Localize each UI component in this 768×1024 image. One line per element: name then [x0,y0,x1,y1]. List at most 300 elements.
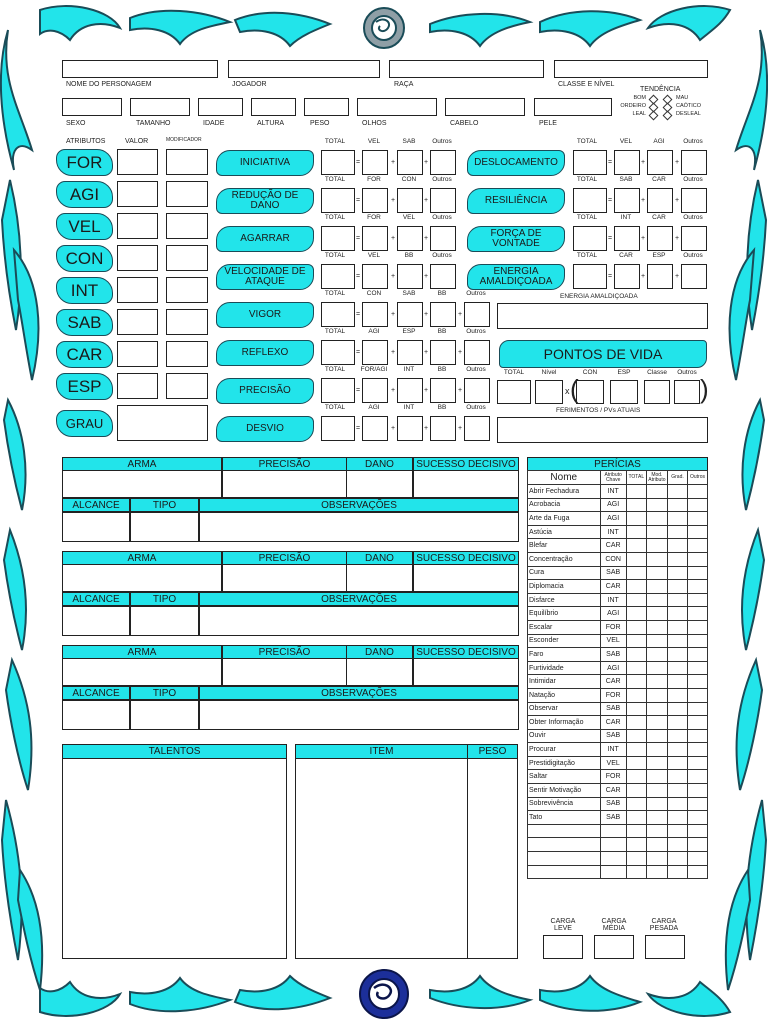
skill-value-cell[interactable] [668,525,688,539]
skill-value-cell[interactable] [688,824,708,838]
skill-value-cell[interactable] [646,539,667,553]
skill-value-cell[interactable] [626,498,646,512]
weapon-subfield[interactable] [62,512,130,542]
skill-value-cell[interactable] [668,797,688,811]
skill-row [528,756,708,770]
attr-value-car[interactable] [117,341,158,367]
skill-value-cell[interactable] [626,852,646,866]
stat-value-box[interactable] [430,226,456,251]
skill-value-cell[interactable] [688,784,708,798]
stat-col-label: SAB [619,176,633,183]
stat-value-box[interactable] [321,378,355,403]
stat-col-label: TOTAL [324,290,346,297]
stat-value-box[interactable] [464,340,490,365]
skill-value-cell[interactable] [626,688,646,702]
skill-value-cell[interactable] [646,865,667,879]
skill-value-cell[interactable] [646,688,667,702]
stat-col-label: Outros [683,138,703,145]
stat-value-box[interactable] [362,378,388,403]
skill-col-other: Outros [688,471,708,485]
skill-value-cell[interactable] [626,648,646,662]
skill-value-cell[interactable] [668,498,688,512]
attr-value-for[interactable] [117,149,158,175]
stat-value-box[interactable] [614,188,640,213]
skill-name: Intimidar [528,675,601,689]
skill-value-cell[interactable] [626,552,646,566]
skill-value-cell[interactable] [668,716,688,730]
stat-value-box[interactable] [397,340,423,365]
skill-key-attr [600,852,626,866]
hp-value-box[interactable] [576,380,604,404]
skill-value-cell[interactable] [688,580,708,594]
skill-key-attr: VEL [600,634,626,648]
stat-badge: DESLOCAMENTO [467,150,565,176]
attr-value-sab[interactable] [117,309,158,335]
skill-value-cell[interactable] [668,593,688,607]
stat-value-box[interactable] [362,416,388,441]
attributes-col-label: ATRIBUTOS [66,138,106,145]
skill-row [528,824,708,838]
stat-col-label: TOTAL [324,214,346,221]
eyes-field[interactable] [357,98,437,116]
items-area[interactable] [295,758,468,959]
race-label: RAÇA [394,81,414,88]
stat-col-label: BB [437,366,447,373]
stat-value-box[interactable] [573,150,607,175]
skill-value-cell[interactable] [688,485,708,499]
stat-value-box[interactable] [397,264,423,289]
skill-value-cell[interactable] [668,661,688,675]
stat-value-box[interactable] [681,264,707,289]
skill-value-cell[interactable] [646,580,667,594]
skill-value-cell[interactable] [688,688,708,702]
stat-value-box[interactable] [681,150,707,175]
skill-key-attr: INT [600,485,626,499]
stat-value-box[interactable] [430,340,456,365]
skill-value-cell[interactable] [646,852,667,866]
skills-col-headers [528,471,708,485]
skill-name: Saltar [528,770,601,784]
stat-value-box[interactable] [397,378,423,403]
attr-mod-agi[interactable] [166,181,208,207]
skill-value-cell[interactable] [688,865,708,879]
skill-value-cell[interactable] [688,729,708,743]
skill-value-cell[interactable] [668,580,688,594]
stat-value-box[interactable] [430,416,456,441]
weapon-subfield[interactable] [130,512,199,542]
weapon-header: DANO [346,551,413,565]
hp-multiply-sign: x [565,386,570,396]
skill-value-cell[interactable] [668,512,688,526]
skill-col-name: Nome [528,471,601,485]
weapon-subfield[interactable] [130,606,199,636]
skill-value-cell[interactable] [668,634,688,648]
skill-value-cell[interactable] [688,648,708,662]
skill-value-cell[interactable] [688,770,708,784]
skill-value-cell[interactable] [668,648,688,662]
stat-value-box[interactable] [397,226,423,251]
attr-mod-vel[interactable] [166,213,208,239]
skill-value-cell[interactable] [688,756,708,770]
skill-value-cell[interactable] [688,539,708,553]
item-header: ITEM [295,744,468,759]
skill-value-cell[interactable] [626,512,646,526]
stat-col-label: BB [437,404,447,411]
skill-col-key: Atributo Chave [600,471,626,485]
skill-value-cell[interactable] [626,797,646,811]
skill-value-cell[interactable] [668,552,688,566]
skill-row [528,593,708,607]
stat-value-box[interactable] [362,226,388,251]
plus-sign: + [424,387,429,394]
stat-value-box[interactable] [321,150,355,175]
weapon-subfield[interactable] [199,700,519,730]
weapon-field[interactable] [222,564,347,592]
skin-label: PELE [539,120,557,127]
skill-value-cell[interactable] [626,824,646,838]
age-field[interactable] [198,98,243,116]
height-field[interactable] [251,98,296,116]
skill-value-cell[interactable] [668,743,688,757]
skill-value-cell[interactable] [668,852,688,866]
skill-key-attr: SAB [600,648,626,662]
skill-value-cell[interactable] [646,743,667,757]
grau-field[interactable] [117,405,208,441]
skill-value-cell[interactable] [646,661,667,675]
stat-value-box[interactable] [321,340,355,365]
weapon-header: PRECISÃO [222,645,347,659]
attr-value-int[interactable] [117,277,158,303]
skill-value-cell[interactable] [626,580,646,594]
stat-value-box[interactable] [464,302,490,327]
skill-value-cell[interactable] [626,743,646,757]
stat-value-box[interactable] [573,226,607,251]
stat-value-box[interactable] [681,188,707,213]
skill-value-cell[interactable] [626,634,646,648]
stat-value-box[interactable] [321,416,355,441]
skill-value-cell[interactable] [688,607,708,621]
skill-value-cell[interactable] [646,607,667,621]
weapon-field[interactable] [62,658,222,686]
skill-value-cell[interactable] [626,675,646,689]
skill-value-cell[interactable] [688,852,708,866]
skill-value-cell[interactable] [668,824,688,838]
hair-field[interactable] [445,98,525,116]
stat-value-box[interactable] [397,302,423,327]
weapon-field[interactable] [62,470,222,498]
skill-value-cell[interactable] [646,485,667,499]
skill-value-cell[interactable] [626,566,646,580]
stat-value-box[interactable] [362,340,388,365]
skill-value-cell[interactable] [668,811,688,825]
skill-value-cell[interactable] [626,838,646,852]
skill-value-cell[interactable] [688,620,708,634]
stat-value-box[interactable] [430,150,456,175]
weapon-subfield[interactable] [199,606,519,636]
weapon-header: PRECISÃO [222,457,347,471]
stat-col-label: AGI [368,404,380,411]
attr-mod-sab[interactable] [166,309,208,335]
stat-value-box[interactable] [321,264,355,289]
skill-value-cell[interactable] [646,566,667,580]
skill-value-cell[interactable] [688,838,708,852]
sex-field[interactable] [62,98,122,116]
weapon-field[interactable] [413,564,519,592]
carga-pesada-field[interactable] [645,935,685,959]
stat-value-box[interactable] [464,416,490,441]
character-name-field[interactable] [62,60,218,78]
skill-value-cell[interactable] [668,838,688,852]
skill-name: Cura [528,566,601,580]
skill-value-cell[interactable] [646,716,667,730]
skill-value-cell[interactable] [688,716,708,730]
skill-key-attr: AGI [600,661,626,675]
skill-value-cell[interactable] [668,566,688,580]
stat-col-label: TOTAL [576,138,598,145]
plus-sign: = [356,311,361,318]
attr-value-agi[interactable] [117,181,158,207]
weapon-subfield[interactable] [199,512,519,542]
stat-value-box[interactable] [430,188,456,213]
skill-value-cell[interactable] [688,593,708,607]
class-level-field[interactable] [554,60,708,78]
stat-value-box[interactable] [362,302,388,327]
weapon-field[interactable] [346,470,413,498]
stat-col-label: Outros [466,366,486,373]
attr-badge-con: CON [56,245,113,272]
skill-value-cell[interactable] [646,838,667,852]
skill-value-cell[interactable] [646,756,667,770]
weapon-subfield[interactable] [62,606,130,636]
hp-paren-open: ( [570,374,579,404]
skill-row [528,485,708,499]
skill-row [528,702,708,716]
skill-value-cell[interactable] [688,498,708,512]
weapon-field[interactable] [346,564,413,592]
stat-value-box[interactable] [647,150,673,175]
stat-value-box[interactable] [681,226,707,251]
attr-value-vel[interactable] [117,213,158,239]
skill-value-cell[interactable] [646,811,667,825]
stat-value-box[interactable] [647,188,673,213]
hp-value-box[interactable] [610,380,638,404]
skill-value-cell[interactable] [688,512,708,526]
skill-value-cell[interactable] [626,756,646,770]
stat-value-box[interactable] [397,416,423,441]
skill-key-attr: FOR [600,688,626,702]
weapon-subfield[interactable] [62,700,130,730]
skill-row [528,784,708,798]
carga-media-field[interactable] [594,935,634,959]
skill-value-cell[interactable] [626,716,646,730]
items-weight-area[interactable] [467,758,518,959]
weight-field[interactable] [304,98,349,116]
stat-value-box[interactable] [573,264,607,289]
skill-value-cell[interactable] [688,811,708,825]
carga-leve-field[interactable] [543,935,583,959]
skill-value-cell[interactable] [668,756,688,770]
skill-value-cell[interactable] [688,566,708,580]
attr-mod-for[interactable] [166,149,208,175]
skill-key-attr [600,838,626,852]
weapon-field[interactable] [346,658,413,686]
talents-area[interactable] [62,758,287,959]
plus-sign: = [608,273,613,280]
stat-value-box[interactable] [614,264,640,289]
skill-name: Sobrevivência [528,797,601,811]
stat-value-box[interactable] [321,302,355,327]
skill-value-cell[interactable] [626,539,646,553]
plus-sign: + [675,235,680,242]
plus-sign: + [641,235,646,242]
stat-value-box[interactable] [362,188,388,213]
value-col-label: VALOR [125,138,149,145]
skill-row [528,797,708,811]
plus-sign: + [424,349,429,356]
skill-value-cell[interactable] [668,688,688,702]
skill-value-cell[interactable] [646,648,667,662]
stat-value-box[interactable] [430,378,456,403]
attr-mod-esp[interactable] [166,373,208,399]
skill-value-cell[interactable] [626,702,646,716]
carga-media-label: CARGA MÉDIA [601,918,627,932]
weapon-field[interactable] [413,658,519,686]
stat-value-box[interactable] [397,150,423,175]
skill-value-cell[interactable] [626,661,646,675]
size-field[interactable] [130,98,190,116]
skill-value-cell[interactable] [646,593,667,607]
skill-row [528,852,708,866]
skill-value-cell[interactable] [688,661,708,675]
stat-value-box[interactable] [362,150,388,175]
stat-value-box[interactable] [614,226,640,251]
skill-value-cell[interactable] [668,607,688,621]
plus-sign: + [424,425,429,432]
skill-value-cell[interactable] [668,702,688,716]
skill-value-cell[interactable] [646,784,667,798]
skill-value-cell[interactable] [626,593,646,607]
player-field[interactable] [228,60,380,78]
hp-value-box[interactable] [497,380,531,404]
skill-value-cell[interactable] [626,607,646,621]
stat-col-label: TOTAL [324,138,346,145]
plus-sign: + [391,311,396,318]
skill-value-cell[interactable] [646,824,667,838]
stat-value-box[interactable] [397,188,423,213]
stat-value-box[interactable] [614,150,640,175]
skill-value-cell[interactable] [688,675,708,689]
skill-value-cell[interactable] [646,498,667,512]
attr-value-con[interactable] [117,245,158,271]
stat-badge: DESVIO [216,416,314,442]
stat-value-box[interactable] [647,264,673,289]
skill-value-cell[interactable] [688,743,708,757]
skill-key-attr: AGI [600,512,626,526]
skill-value-cell[interactable] [626,525,646,539]
stat-value-box[interactable] [321,226,355,251]
hp-value-box[interactable] [674,380,700,404]
weapon-field[interactable] [222,658,347,686]
attr-mod-int[interactable] [166,277,208,303]
stat-value-box[interactable] [362,264,388,289]
skill-value-cell[interactable] [626,729,646,743]
skill-value-cell[interactable] [688,525,708,539]
skill-key-attr: INT [600,593,626,607]
skill-value-cell[interactable] [626,485,646,499]
skill-value-cell[interactable] [688,552,708,566]
skin-field[interactable] [534,98,612,116]
hp-col-label: CON [582,369,598,376]
skill-value-cell[interactable] [646,770,667,784]
skill-row [528,743,708,757]
attr-value-esp[interactable] [117,373,158,399]
skill-value-cell[interactable] [646,525,667,539]
energia-label: ENERGIA AMALDIÇOADA [560,293,638,300]
energia-field[interactable] [497,303,708,329]
skill-row [528,729,708,743]
skill-row [528,811,708,825]
weapon-header: DANO [346,645,413,659]
hp-value-box[interactable] [535,380,563,404]
skill-value-cell[interactable] [646,729,667,743]
race-field[interactable] [389,60,544,78]
attr-mod-car[interactable] [166,341,208,367]
skill-value-cell[interactable] [688,634,708,648]
skill-value-cell[interactable] [668,865,688,879]
skill-value-cell[interactable] [646,634,667,648]
wounds-field[interactable] [497,417,708,443]
skill-value-cell[interactable] [668,770,688,784]
weight-header: PESO [467,744,518,759]
stat-value-box[interactable] [464,378,490,403]
skill-value-cell[interactable] [668,675,688,689]
skill-value-cell[interactable] [668,729,688,743]
skill-value-cell[interactable] [646,675,667,689]
skill-value-cell[interactable] [668,620,688,634]
weapon-field[interactable] [222,470,347,498]
stat-value-box[interactable] [430,302,456,327]
skill-value-cell[interactable] [626,811,646,825]
weapon-field[interactable] [62,564,222,592]
skill-value-cell[interactable] [626,770,646,784]
skill-value-cell[interactable] [668,485,688,499]
weapon-field[interactable] [413,470,519,498]
skill-value-cell[interactable] [646,552,667,566]
skill-value-cell[interactable] [646,620,667,634]
stat-col-label: AGI [653,138,665,145]
skill-value-cell[interactable] [668,784,688,798]
grau-badge: GRAU [56,410,113,437]
stat-value-box[interactable] [573,188,607,213]
stat-value-box[interactable] [430,264,456,289]
skill-value-cell[interactable] [626,620,646,634]
stat-value-box[interactable] [647,226,673,251]
skill-name: Tato [528,811,601,825]
skill-value-cell[interactable] [646,512,667,526]
skill-value-cell[interactable] [626,784,646,798]
weapon-subfield[interactable] [130,700,199,730]
attr-mod-con[interactable] [166,245,208,271]
plus-sign: + [391,349,396,356]
skill-value-cell[interactable] [646,702,667,716]
skill-value-cell[interactable] [668,539,688,553]
hp-value-box[interactable] [644,380,670,404]
skill-value-cell[interactable] [646,797,667,811]
skill-value-cell[interactable] [626,865,646,879]
skill-value-cell[interactable] [688,702,708,716]
stat-value-box[interactable] [321,188,355,213]
skill-value-cell[interactable] [688,797,708,811]
